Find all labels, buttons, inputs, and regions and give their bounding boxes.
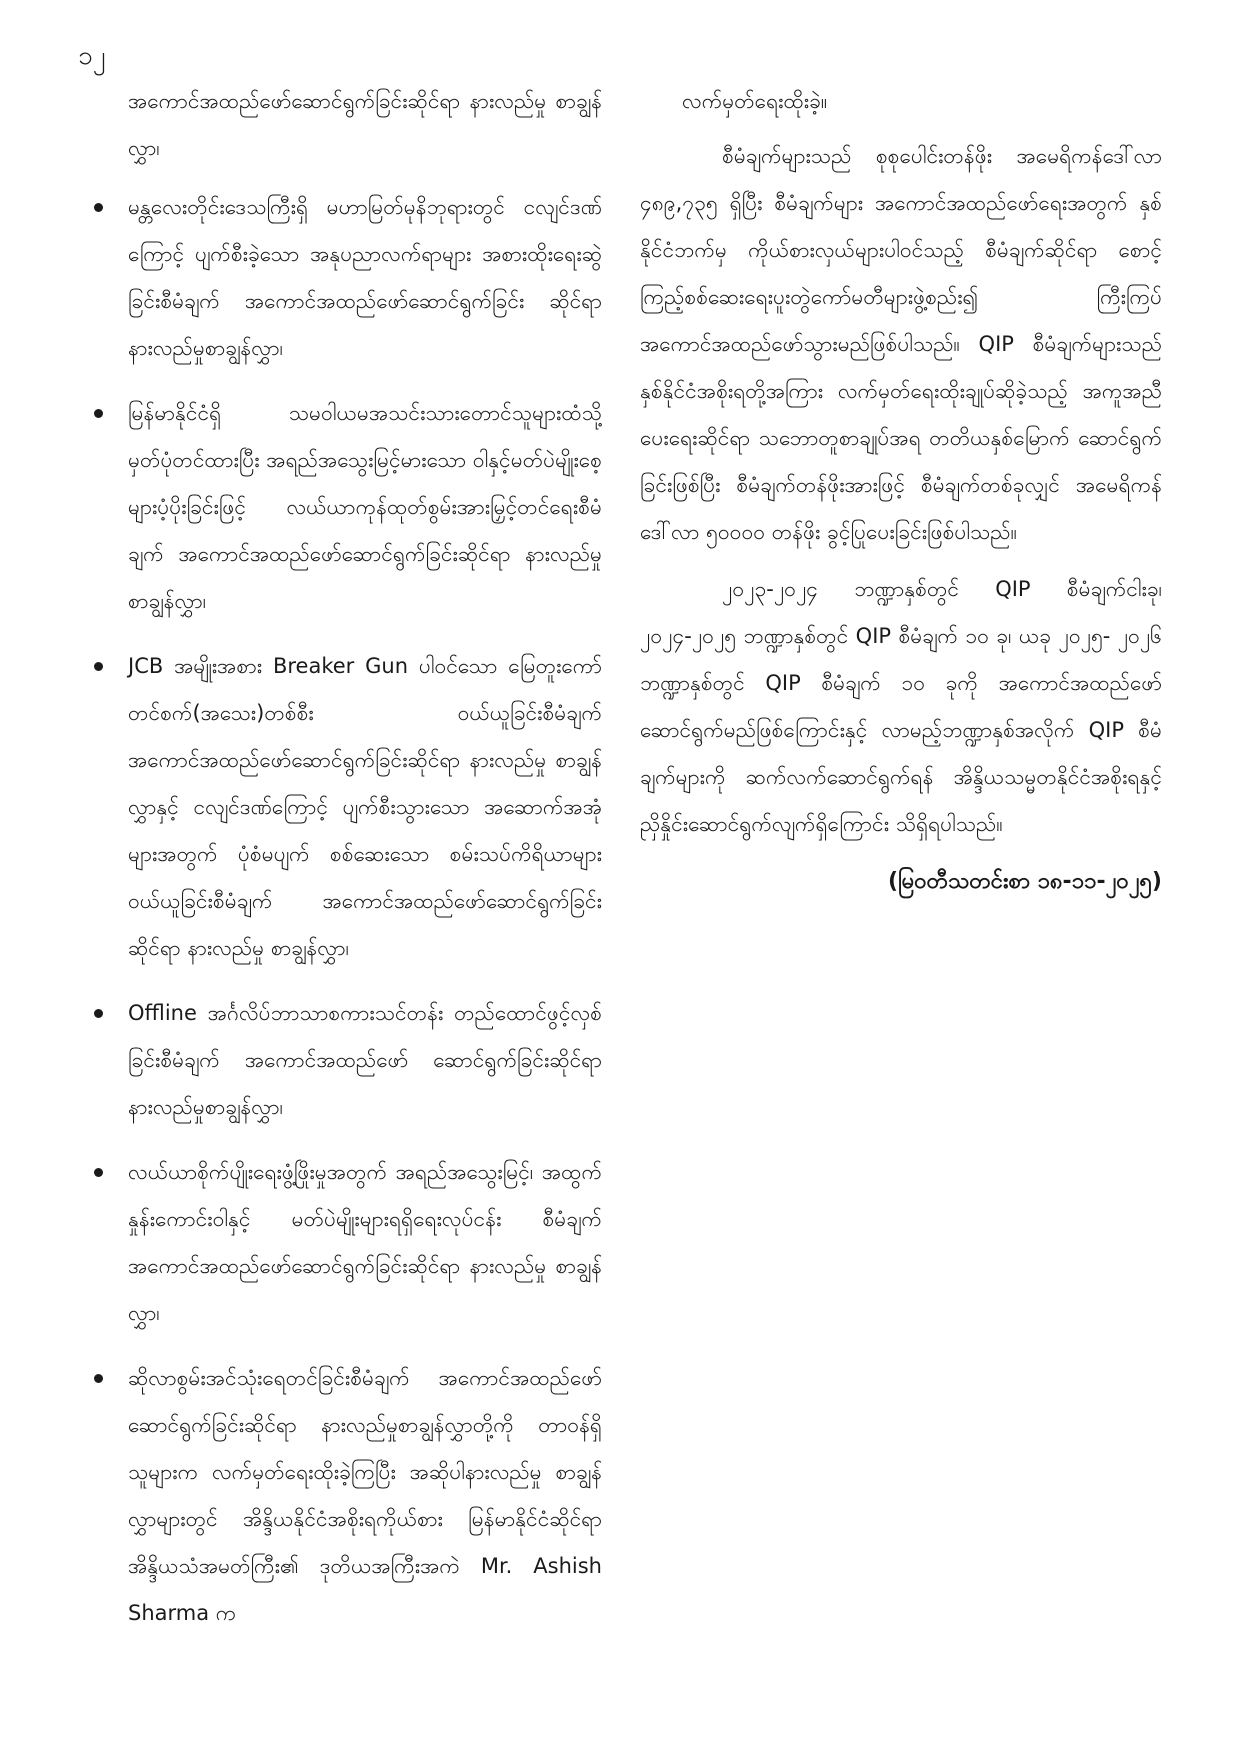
bullet-icon	[94, 662, 103, 671]
bullet-icon	[94, 203, 103, 212]
bullet-icon	[94, 1168, 103, 1177]
bullet-text: မြန်မာနိုင်ငံရှိ သမဝါယမအသင်းသားတောင်သူများထံသို့ မှတ်ပုံတင်ထားပြီး အရည်အသွေးမြင့်မားသော ဝါနှင့်မတ်ပဲမျိုးစေ့များပံ့ပိုးခြင်းဖြင့် လယ်ယာကုန်ထုတ်စွမ်းအားမြှင့်တင်ရေးစီမံချက် အကောင်အထည်ဖော်ဆောင်ရွက်ခြင်းဆိုင်ရာ နားလည်မှု စာချွန်လွှာ၊	[128, 401, 602, 613]
bullet-icon	[94, 409, 103, 418]
continuation-text: လက်မှတ်ရေးထိုးခဲ့။	[682, 89, 828, 113]
continuation-text: အကောင်အထည်ဖော်ဆောင်ရွက်ခြင်းဆိုင်ရာ နားလည်မှု စာချွန်လွှာ၊	[128, 89, 602, 160]
right-column	[640, 78, 1162, 905]
body-paragraph: ၂၀၂၃-၂၀၂၄ ဘဏ္ဍာနှစ်တွင် QIP စီမံချက်ငါးခု၊ ၂၀၂၄-၂၀၂၅ ဘဏ္ဍာနှစ်တွင် QIP စီမံချက် ၁၀ ခု၊ ယခု ၂၀၂၅- ၂၀၂၆ ဘဏ္ဍာနှစ်တွင် QIP စီမံချက် ၁၀ ခုကို အကောင်အထည်ဖော်ဆောင်ရွက်မည်ဖြစ်ကြောင်းနှင့် လာမည့်ဘဏ္ဍာနှစ်အလိုက် QIP စီမံချက်များကို ဆက်လက်ဆောင်ရွက်ရန် အိန္ဒိယသမ္မတနိုင်ငံအစိုးရနှင့် ညှိနှိုင်းဆောင်ရွက်လျက်ရှိကြောင်း သိရှိရပါသည်။	[640, 577, 1162, 836]
bullet-item	[90, 1149, 602, 1337]
mou-bullet-list	[90, 184, 602, 1637]
source-citation: (မြဝတီသတင်းစာ ၁၈-၁၁-၂၀၂၅)	[887, 869, 1162, 894]
left-column	[90, 78, 602, 1655]
bullet-item	[90, 1355, 602, 1637]
bullet-item	[90, 990, 602, 1131]
bullet-item	[90, 184, 602, 372]
bullet-item	[90, 643, 602, 972]
bullet-item	[90, 390, 602, 625]
bullet-text: ဆိုလာစွမ်းအင်သုံးရေတင်ခြင်းစီမံချက် အကောင်အထည်ဖော် ဆောင်ရွက်ခြင်းဆိုင်ရာ နားလည်မှုစာချွန်လွှာတို့ကို တာဝန်ရှိသူများက လက်မှတ်ရေးထိုးခဲ့ကြပြီး အဆိုပါနားလည်မှု စာချွန်လွှာများတွင် အိန္ဒိယနိုင်ငံအစိုးရကိုယ်စား မြန်မာနိုင်ငံဆိုင်ရာ အိန္ဒိယသံအမတ်ကြီး၏ ဒုတိယအကြီးအကဲ Mr. Ashish Sharma က	[128, 1366, 602, 1625]
bullet-icon	[94, 1009, 103, 1018]
bullet-text: Offline အင်္ဂလိပ်ဘာသာစကားသင်တန်း တည်ထောင်ဖွင့်လှစ်ခြင်းစီမံချက် အကောင်အထည်ဖော် ဆောင်ရွက်ခြင်းဆိုင်ရာ နားလည်မှုစာချွန်လွှာ၊	[128, 1001, 602, 1119]
bullet-text: လယ်ယာစိုက်ပျိုးရေးဖွံ့ဖြိုးမှုအတွက် အရည်အသွေးမြင့်၊ အထွက်နှုန်းကောင်းဝါနှင့် မတ်ပဲမျိုးများရရှိရေးလုပ်ငန်း စီမံချက် အကောင်အထည်ဖော်ဆောင်ရွက်ခြင်းဆိုင်ရာ နားလည်မှု စာချွန်လွှာ၊	[128, 1160, 602, 1325]
bullet-icon	[94, 1374, 103, 1383]
bullet-text: JCB အမျိုးအစား Breaker Gun ပါဝင်သော မြေတူးကော်တင်စက်(အသေး)တစ်စီး ဝယ်ယူခြင်းစီမံချက် အကောင်အထည်ဖော်ဆောင်ရွက်ခြင်းဆိုင်ရာ နားလည်မှု စာချွန်လွှာနှင့် ငလျင်ဒဏ်ကြောင့် ပျက်စီးသွားသော အဆောက်အအုံများအတွက် ပုံစံမပျက် စစ်ဆေးသော စမ်းသပ်ကိရိယာများ ဝယ်ယူခြင်းစီမံချက် အကောင်အထည်ဖော်ဆောင်ရွက်ခြင်းဆိုင်ရာ နားလည်မှု စာချွန်လွှာ၊	[128, 654, 602, 960]
bullet-text: မန္တလေးတိုင်းဒေသကြီးရှိ မဟာမြတ်မုနိဘုရားတွင် ငလျင်ဒဏ်ကြောင့် ပျက်စီးခဲ့သော အနုပညာလက်ရာများ အစားထိုးရေးဆွဲခြင်းစီမံချက် အကောင်အထည်ဖော်ဆောင်ရွက်ခြင်း ဆိုင်ရာနားလည်မှုစာချွန်လွှာ၊	[128, 195, 602, 360]
body-paragraph: စီမံချက်များသည် စုစုပေါင်းတန်ဖိုး အမေရိကန်ဒေါ်လာ ၄၈၉,၇၃၅ ရှိပြီး စီမံချက်များ အကောင်အထည်ဖော်ရေးအတွက် နှစ်နိုင်ငံဘက်မှ ကိုယ်စားလှယ်များပါဝင်သည့် စီမံချက်ဆိုင်ရာ စောင့်ကြည့်စစ်ဆေးရေးပူးတွဲကော်မတီများဖွဲ့စည်း၍ ကြီးကြပ်အကောင်အထည်ဖော်သွားမည်ဖြစ်ပါသည်။ QIP စီမံချက်များသည် နှစ်နိုင်ငံအစိုးရတို့အကြား လက်မှတ်ရေးထိုးချုပ်ဆိုခဲ့သည့် အကူအညီပေးရေးဆိုင်ရာ သဘောတူစာချုပ်အရ တတိယနှစ်မြောက် ဆောင်ရွက်ခြင်းဖြစ်ပြီး စီမံချက်တန်ဖိုးအားဖြင့် စီမံချက်တစ်ခုလျှင် အမေရိကန်ဒေါ်လာ ၅၀၀၀၀ တန်ဖိုး ခွင့်ပြုပေးခြင်းဖြစ်ပါသည်။	[640, 144, 1162, 544]
page-number: ၁၂	[78, 41, 106, 71]
